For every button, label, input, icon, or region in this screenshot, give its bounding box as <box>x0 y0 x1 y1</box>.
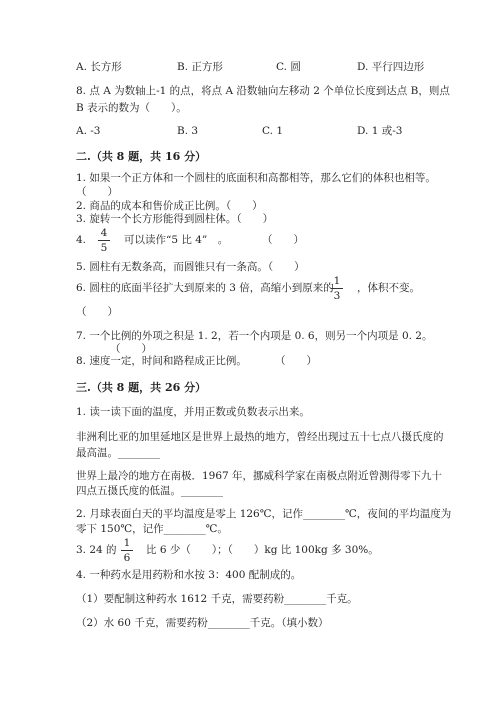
s3-q4: 4. 一种药水是用药粉和水按 3：400 配制成的。 <box>76 569 302 581</box>
s2-q6-fraction <box>330 275 344 302</box>
s3-q3-post[interactable]: 比 6 少（ ）；（ ）kg 比 100kg 多 30%。 <box>146 544 379 556</box>
s3-q2-line2[interactable]: 零下 150℃，记作________℃。 <box>76 523 228 535</box>
s2-q7-line1: 7. 一个比例的外项之积是 1. 2，若一个内项是 0. 6，则另一个内项是 0. 2。 <box>76 330 433 342</box>
section3-title: 三.（共 8 题，共 26 分） <box>76 381 207 394</box>
fraction-numerator: 4 <box>100 227 108 239</box>
s3-q1: 1. 读一读下面的温度，并用正数或负数表示出来。 <box>76 406 310 418</box>
option-b[interactable]: B. 正方形 <box>177 61 223 73</box>
s2-q8: 8. 速度一定，时间和路程成正比例。 <box>76 355 247 367</box>
q8-text-line2: B 表示的数为（ ）。 <box>76 102 187 114</box>
s2-q8-blank[interactable]: （ ） <box>275 355 317 367</box>
fraction-denominator: 3 <box>333 290 341 302</box>
fraction-bar <box>121 550 133 551</box>
s2-q1-blank[interactable]: （ ） <box>76 186 118 198</box>
q8-option-a[interactable]: A. -3 <box>76 125 101 137</box>
s2-q1-line1: 1. 如果一个正方体和一个圆柱的底面积和高都相等，那么它们的体积也相等。 <box>76 172 436 184</box>
s3-q1-p2-line2[interactable]: 四点五摄氏度的低温。________ <box>76 485 223 497</box>
s2-q4-number: 4. <box>76 234 87 246</box>
s3-q3-fraction <box>120 537 134 564</box>
q8-option-c[interactable]: C. 1 <box>262 125 284 137</box>
s3-q1-p1-line2[interactable]: 最高温。________ <box>76 447 160 459</box>
s3-q4-sub2[interactable]: （2）水 60 千克，需要药粉________千克。（填小数） <box>76 617 329 629</box>
s2-q6-text: 6. 圆柱的底面半径扩大到原来的 3 倍，高缩小到原来的 <box>76 282 334 294</box>
s2-q4-blank[interactable]: （ ） <box>262 234 304 246</box>
q8-text-line1: 8. 点 A 为数轴上-1 的点，将点 A 沿数轴向左移动 2 个单位长度到达点 B，则点 <box>76 85 450 97</box>
s3-q3-pre: 3. 24 的 <box>76 544 117 556</box>
option-c[interactable]: C. 圆 <box>276 61 301 73</box>
s3-q2-line1[interactable]: 2. 月球表面白天的平均温度是零上 126℃，记作________℃，夜间的平均温度为 <box>76 508 452 520</box>
q8-option-b[interactable]: B. 3 <box>177 125 199 137</box>
s2-q3: 3. 旋转一个长方形能得到圆柱体。（ ） <box>76 213 274 225</box>
s3-q4-sub1[interactable]: （1）要配制这种药水 1612 千克，需要药粉________千克。 <box>76 593 358 605</box>
s2-q7-blank[interactable]: （ ） <box>110 343 152 355</box>
fraction-bar <box>98 240 110 241</box>
q8-option-d[interactable]: D. 1 或-3 <box>357 125 403 137</box>
fraction-denominator: 6 <box>123 552 131 564</box>
s2-q4-text: 可以读作“5 比 4” 。 <box>124 234 229 246</box>
s3-q1-p1-line1: 非洲利比亚的加里延地区是世界上最热的地方，曾经出现过五十七点八摄氏度的 <box>76 431 444 443</box>
s3-q1-p2-line1: 世界上最冷的地方在南极．1967 年，挪威科学家在南极点附近曾测得零下九十 <box>76 470 443 482</box>
option-a[interactable]: A. 长方形 <box>76 61 122 73</box>
fraction-numerator: 1 <box>333 275 341 287</box>
s2-q2: 2. 商品的成本和售价成正比例。（ ） <box>76 200 263 212</box>
fraction-denominator: 5 <box>100 242 108 254</box>
fraction-numerator: 1 <box>123 537 131 549</box>
s2-q6-tail: ，体积不变。 <box>357 282 420 294</box>
section2-title: 二.（共 8 题，共 16 分） <box>76 150 207 163</box>
fraction-bar <box>331 288 343 289</box>
s2-q4-fraction <box>97 227 111 254</box>
s2-q5: 5. 圆柱有无数条高，而圆锥只有一条高。（ ） <box>76 261 305 273</box>
option-d[interactable]: D. 平行四边形 <box>357 61 425 73</box>
s2-q6-blank[interactable]: （ ） <box>76 306 118 318</box>
